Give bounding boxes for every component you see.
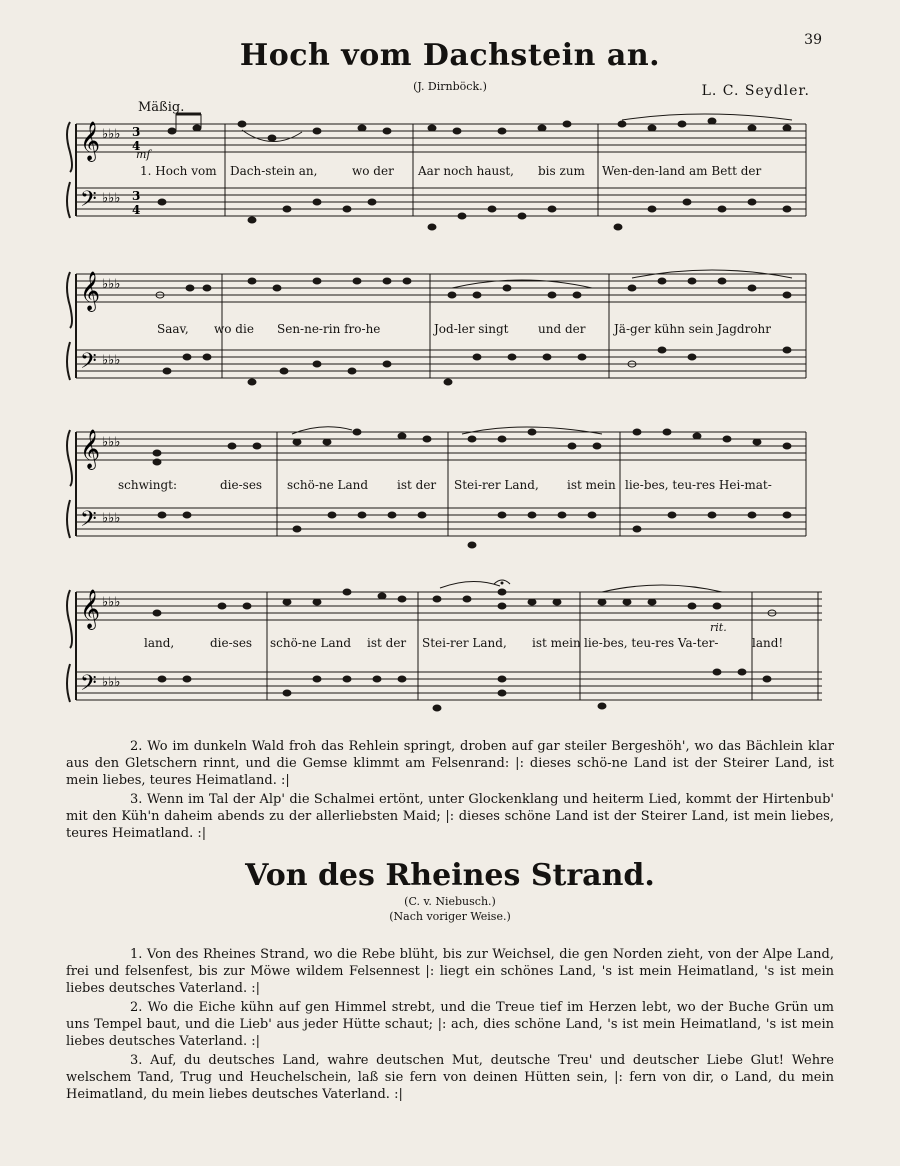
- page-number: 39: [804, 32, 822, 48]
- song2-author: (C. v. Niebusch.): [404, 895, 496, 908]
- song2-verse-2: 2. Wo die Eiche kühn auf gen Himmel strebt, und die Treue tief im Herzen lebt, wo der Buche Grün um uns Tempel baut, und die Lieb' aus jeder Hütte schaut; |: ach, dies schöne Land, 's ist mein Heimatland, 's ist mein liebes deutsches Vaterland. :|: [66, 1000, 834, 1049]
- svg-text:𝄢: 𝄢: [80, 671, 97, 701]
- svg-text:𝄢: 𝄢: [80, 349, 97, 379]
- song1-verse-2: 2. Wo im dunkeln Wald froh das Rehlein springt, droben auf gar steiler Bergeshöh', wo das Bächlein klar aus den Gletschern rinnt, und die Gemse klimmt am Felsenrand: |: dieses schö-ne Land ist der Steirer Land, ist mein liebes, teures Heimatland. :|: [66, 739, 834, 788]
- lyric-2-6: Jä-ger kühn sein Jagdrohr: [614, 322, 772, 336]
- svg-text:3: 3: [132, 189, 141, 203]
- lyric-2-1: Saav,: [157, 322, 189, 336]
- song1-composer: L. C. Seydler.: [701, 83, 810, 99]
- svg-text:𝄢: 𝄢: [80, 507, 97, 537]
- svg-text:♭♭♭: ♭♭♭: [102, 595, 121, 610]
- lyric-1-6: Wen-den-land am Bett der: [602, 164, 762, 178]
- svg-text:𝄞: 𝄞: [80, 429, 101, 469]
- lyric-1-5: bis zum: [538, 164, 585, 178]
- lyric-4-1: land,: [144, 636, 175, 650]
- lyric-4-6: ist mein: [532, 636, 581, 650]
- song1-verse-3: 3. Wenn im Tal der Alp' die Schalmei ertönt, unter Glockenklang und heiterm Lied, kommt der Hirtenbub' mit den Küh'n daheim abends zu der allerliebsten Maid; |: dieses schöne Land ist der Steirer Land, ist mein liebes, teures Heimatland. :|: [66, 792, 834, 841]
- lyric-4-2: die-ses: [210, 636, 253, 650]
- svg-text:𝄞: 𝄞: [80, 271, 101, 311]
- music-system-3: [62, 420, 822, 560]
- music-system-1: [62, 112, 822, 242]
- svg-text:♭♭♭: ♭♭♭: [102, 675, 121, 690]
- lyric-2-2: wo die: [214, 322, 254, 336]
- lyric-3-6: ist mein: [567, 478, 616, 492]
- svg-text:♭♭♭: ♭♭♭: [102, 511, 121, 526]
- lyric-3-3: schö-ne Land: [287, 478, 369, 492]
- song2-title: Von des Rheines Strand.: [245, 858, 655, 893]
- svg-text:♭♭♭: ♭♭♭: [102, 191, 121, 206]
- lyric-3-2: die-ses: [220, 478, 263, 492]
- dynamic-marking: mf: [136, 148, 151, 161]
- svg-text:♭♭♭: ♭♭♭: [102, 127, 121, 142]
- lyric-1-4: Aar noch haust,: [418, 164, 514, 178]
- lyric-2-3: Sen-ne-rin fro-he: [277, 322, 381, 336]
- song1-poet: (J. Dirnböck.): [413, 80, 487, 93]
- lyric-4-7: lie-bes, teu-res Va-ter-: [584, 636, 719, 650]
- song1-title: Hoch vom Dachstein an.: [239, 38, 661, 73]
- lyric-4-3: schö-ne Land: [270, 636, 352, 650]
- svg-text:𝄞: 𝄞: [80, 121, 101, 161]
- svg-text:𝄢: 𝄢: [80, 187, 97, 217]
- svg-text:♭♭♭: ♭♭♭: [102, 353, 121, 368]
- lyric-2-4: Jod-ler singt: [434, 322, 509, 336]
- song2-note: (Nach voriger Weise.): [389, 910, 511, 923]
- lyric-1-2: Dach-stein an,: [230, 164, 318, 178]
- svg-text:4: 4: [132, 139, 141, 153]
- svg-text:4: 4: [132, 203, 141, 217]
- lyric-1-1: 1. Hoch vom: [140, 164, 217, 178]
- lyric-4-5: Stei-rer Land,: [422, 636, 507, 650]
- lyric-1-3: wo der: [352, 164, 394, 178]
- svg-text:𝄞: 𝄞: [80, 589, 101, 629]
- song1-verses: [66, 738, 834, 844]
- lyric-3-1: schwingt:: [118, 478, 177, 492]
- lyric-4-8: land!: [752, 636, 784, 650]
- svg-text:♭♭♭: ♭♭♭: [102, 277, 121, 292]
- music-system-2: [62, 262, 822, 402]
- ritardando-marking: rit.: [710, 621, 727, 634]
- song2-verses: [66, 946, 834, 1105]
- lyric-2-5: und der: [538, 322, 586, 336]
- svg-text:♭♭♭: ♭♭♭: [102, 435, 121, 450]
- lyric-3-4: ist der: [397, 478, 437, 492]
- lyric-3-7: lie-bes, teu-res Hei-mat-: [625, 478, 772, 492]
- song2-verse-3: 3. Auf, du deutsches Land, wahre deutschen Mut, deutsche Treu' und deutscher Liebe Glut! Wehre welschem Tand, Trug und Heuchelschein, laß sie fern von deinen Hütten sein, |: fern von dir, o Land, du mein Heimatland, du mein liebes deutsches Vaterland. :|: [66, 1053, 834, 1102]
- lyric-4-4: ist der: [367, 636, 407, 650]
- music-system-4: [62, 578, 822, 720]
- song2-verse-1: 1. Von des Rheines Strand, wo die Rebe blüht, bis zur Weichsel, die gen Norden zieht, von der Alpe Land, frei und felsenfest, bis zur Möwe wildem Felsennest |: liegt ein schönes Land, 's ist mein Heimatland, 's ist mein liebes deutsches Vaterland. :|: [66, 947, 834, 996]
- tempo-marking: Mäßig.: [138, 100, 185, 115]
- lyric-3-5: Stei-rer Land,: [454, 478, 539, 492]
- svg-text:3: 3: [132, 125, 141, 139]
